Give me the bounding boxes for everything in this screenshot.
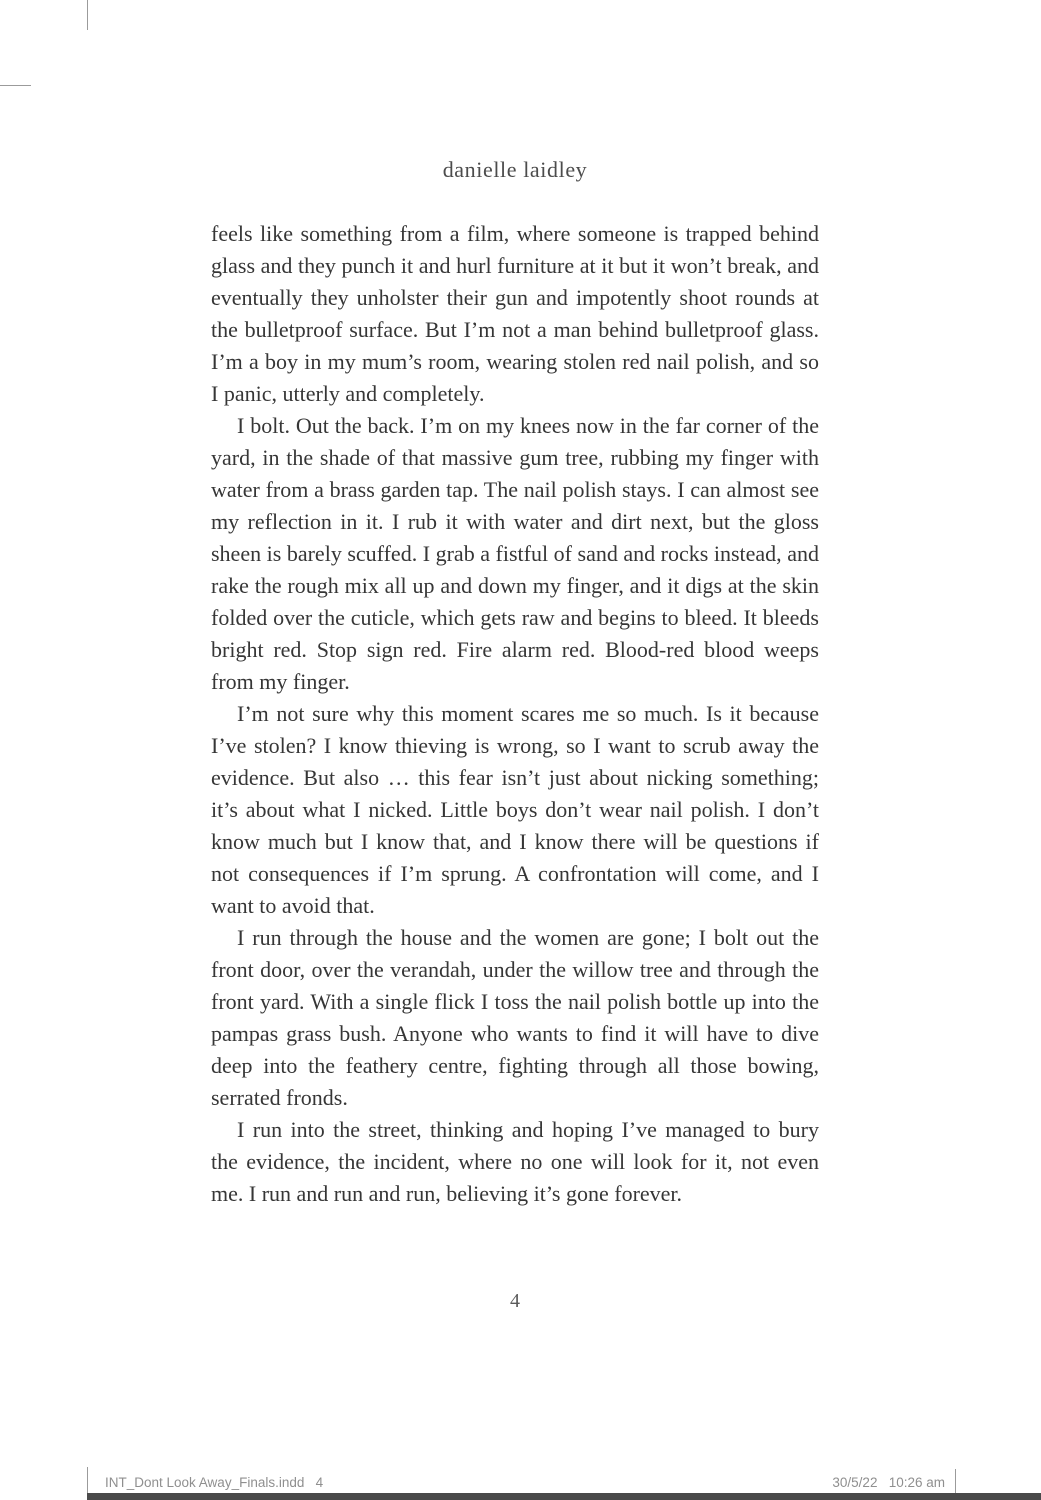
paragraph: I’m not sure why this moment scares me so much. Is it because I’ve stolen? I know thieving is wrong, so I want to scrub away the evidence. But also … this fear isn’t just about nicking something; it’s about what I nicked. Little boys don’t wear nail polish. I don’t know much but I know that, and I know there will be questions if not consequences if I’m sprung. A confrontation will come, and I want to avoid that. <box>211 701 819 918</box>
page-edge-bar <box>87 1493 1041 1500</box>
paragraph: I bolt. Out the back. I’m on my knees now in the far corner of the yard, in the shade of that massive gum tree, rubbing my finger with water from a brass garden tap. The nail polish stays. I can almost see my reflection in it. I rub it with water and dirt next, but the gloss sheen is barely scuffed. I grab a fistful of sand and rocks instead, and rake the rough mix all up and down my finger, and it digs at the skin folded over the cuticle, which gets raw and begins to bleed. It bleeds bright red. Stop sign red. Fire alarm red. Blood-red blood weeps from my finger. <box>211 413 819 694</box>
footer-filename: INT_Dont Look Away_Finals.indd 4 <box>105 1475 324 1490</box>
running-header: danielle laidley <box>442 157 588 182</box>
body-text-block <box>211 218 819 1210</box>
page-number: 4 <box>510 1290 520 1312</box>
crop-mark-top-vertical <box>87 0 88 30</box>
paragraph: feels like something from a film, where someone is trapped behind glass and they punch it and hurl furniture at it but it won’t break, and eventually they unholster their gun and impotently shoot rounds at the bulletproof surface. But I’m not a man behind bulletproof glass. I’m a boy in my mum’s room, wearing stolen red nail polish, and so I panic, utterly and completely. <box>211 221 819 406</box>
paragraph: I run through the house and the women are gone; I bolt out the front door, over the verandah, under the willow tree and through the front yard. With a single flick I toss the nail polish bottle up into the pampas grass bush. Anyone who wants to find it will have to dive deep into the feathery centre, fighting through all those bowing, serrated fronds. <box>211 925 819 1110</box>
footer-timestamp: 30/5/22 10:26 am <box>832 1475 945 1490</box>
crop-mark-left-horizontal <box>0 85 31 86</box>
paragraph: I run into the street, thinking and hoping I’ve managed to bury the evidence, the incident, where no one will look for it, not even me. I run and run and run, believing it’s gone forever. <box>211 1117 819 1206</box>
